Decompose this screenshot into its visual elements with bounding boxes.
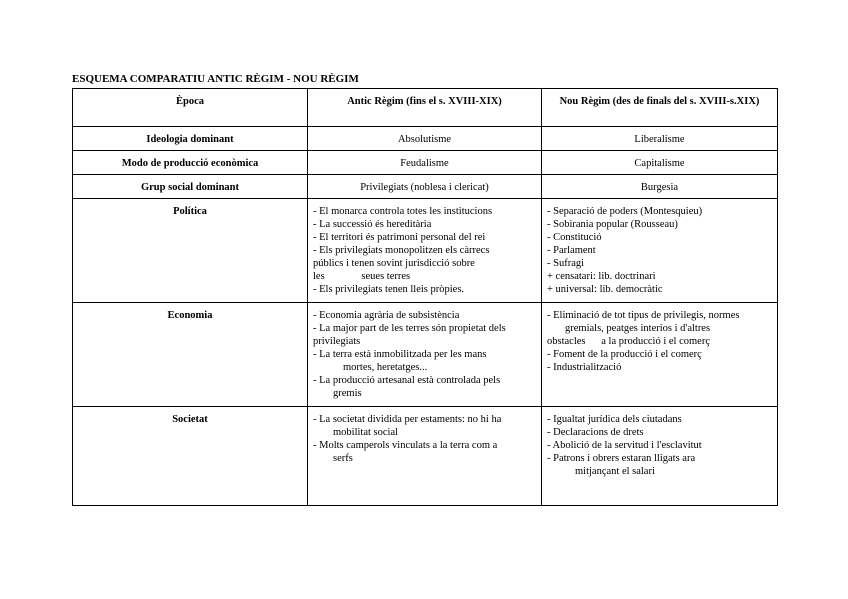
list-item: mobilitat social	[333, 427, 399, 438]
list-item: - Industrialització	[547, 362, 622, 373]
list-item: mitjançant el salari	[575, 466, 655, 477]
list-item: - Declaracions de drets	[547, 427, 644, 438]
cell-produccio-nou: Capitalisme	[542, 151, 778, 175]
list-item: - Constitució	[547, 232, 602, 243]
header-epoca: Època	[73, 89, 308, 127]
list-item: les seues terres	[313, 271, 411, 282]
cell-politica-nou	[542, 199, 778, 303]
cell-ideologia-antic: Absolutisme	[308, 127, 542, 151]
list-item: - La societat dividida per estaments: no hi ha	[313, 414, 502, 425]
header-nou-regim: Nou Règim (des de finals del s. XVIII-s.XIX)	[542, 89, 778, 127]
row-label-ideologia: Ideologia dominant	[73, 127, 308, 151]
cell-economia-nou	[542, 303, 778, 407]
comparison-table	[72, 88, 778, 506]
row-label-societat: Societat	[73, 407, 308, 506]
list-item: + censatari: lib. doctrinari	[547, 271, 656, 282]
cell-grup-nou: Burgesia	[542, 175, 778, 199]
cell-economia-antic	[308, 303, 542, 407]
list-item: - La successió és hereditària	[313, 219, 432, 230]
list-item: - Parlament	[547, 245, 596, 256]
row-label-grup-social: Grup social dominant	[73, 175, 308, 199]
list-item: - Molts camperols vinculats a la terra com a	[313, 440, 498, 451]
list-item: mortes, heretatges...	[343, 362, 428, 373]
list-item: + universal: lib. democràtic	[547, 284, 663, 295]
list-item: - Patrons i obrers estaran lligats ara	[547, 453, 696, 464]
row-societat	[73, 407, 778, 506]
list-item: - Els privilegiats tenen lleis pròpies.	[313, 284, 465, 295]
list-item: obstacles a la producció i el comerç	[547, 336, 710, 347]
list-item: - Sobirania popular (Rousseau)	[547, 219, 678, 230]
list-item: públics i tenen sovint jurisdicció sobre	[313, 258, 475, 269]
row-produccio	[73, 151, 778, 175]
header-row	[73, 89, 778, 127]
list-item: gremis	[333, 388, 362, 399]
row-label-produccio: Modo de producció econòmica	[73, 151, 308, 175]
header-antic-regim: Antic Règim (fins el s. XVIII-XIX)	[308, 89, 542, 127]
cell-produccio-antic: Feudalisme	[308, 151, 542, 175]
list-item: - Els privilegiats monopolitzen els càrrecs	[313, 245, 490, 256]
list-item: gremials, peatges interios i d'altres	[565, 323, 711, 334]
cell-ideologia-nou: Liberalisme	[542, 127, 778, 151]
list-item: - La terra està inmobilitzada per les mans	[313, 349, 487, 360]
row-label-economia: Economia	[73, 303, 308, 407]
list-item: - Eliminació de tot tipus de privilegis, normes	[547, 310, 740, 321]
row-politica	[73, 199, 778, 303]
row-label-politica: Política	[73, 199, 308, 303]
list-item: - Separació de poders (Montesquieu)	[547, 206, 703, 217]
list-item: - Sufragi	[547, 258, 585, 269]
row-ideologia	[73, 127, 778, 151]
list-item: - Abolició de la servitud i l'esclavitut	[547, 440, 702, 451]
list-item: - El monarca controla totes les institucions	[313, 206, 493, 217]
cell-societat-antic	[308, 407, 542, 506]
cell-societat-nou	[542, 407, 778, 506]
cell-politica-antic	[308, 199, 542, 303]
list-item: - Igualtat jurídica dels ciutadans	[547, 414, 682, 425]
list-item: privilegiats	[313, 336, 361, 347]
list-item: - La producció artesanal està controlada pels	[313, 375, 501, 386]
list-item: serfs	[333, 453, 353, 464]
row-grup-social	[73, 175, 778, 199]
row-economia	[73, 303, 778, 407]
list-item: - El territori és patrimoni personal del rei	[313, 232, 486, 243]
list-item: - Foment de la producció i el comerç	[547, 349, 702, 360]
page-title: ESQUEMA COMPARATIU ANTIC RÈGIM - NOU RÈGIM	[72, 73, 359, 85]
list-item: - Economia agrària de subsistència	[313, 310, 460, 321]
list-item: - La major part de les terres són propietat dels	[313, 323, 506, 334]
cell-grup-antic: Privilegiats (noblesa i clericat)	[308, 175, 542, 199]
